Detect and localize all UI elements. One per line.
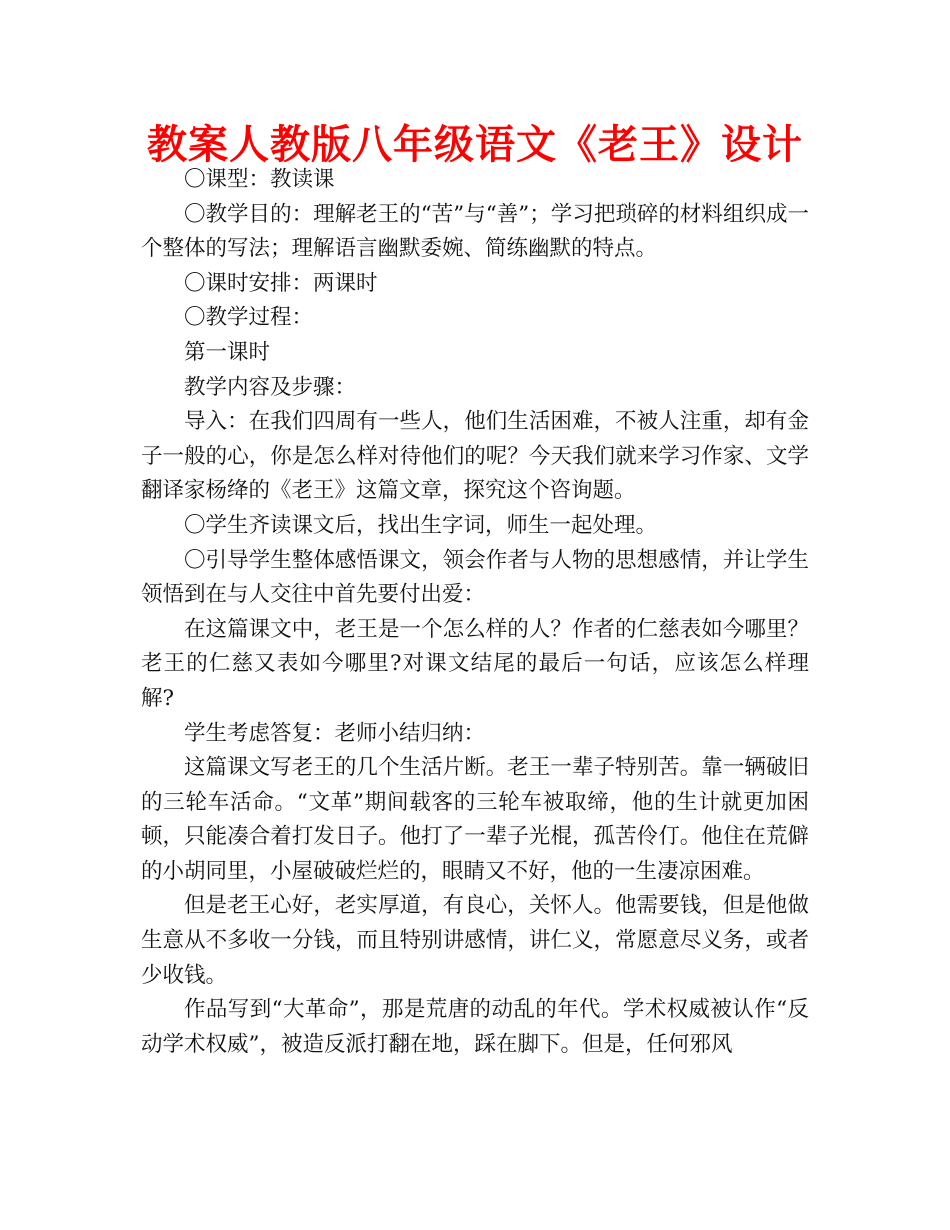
paragraph: 第一课时 (184, 339, 271, 365)
document-title: 教案人教版八年级语文《老王》设计 (147, 122, 803, 168)
paragraph: 作品写到“大革命”，那是荒唐的动乱的年代。学术权威被认作“反动学术权威”，被造反派打翻在地，踩在脚下。但是，任何邪风 (141, 997, 809, 1057)
paragraph: 在这篇课文中，老王是一个怎么样的人？作者的仁慈表如今哪里？老王的仁慈又表如今哪里?对课文结尾的最后一句话，应该怎么样理解? (141, 616, 809, 711)
paragraph: 〇引导学生整体感悟课文，领会作者与人物的思想感情，并让学生领悟到在与人交往中首先要付出爱： (141, 547, 809, 608)
paragraph: 〇课型：教读课 (184, 167, 335, 192)
paragraph: 〇学生齐读课文后，找出生字词，师生一起处理。 (184, 512, 658, 538)
paragraph: 导入：在我们四周有一些人，他们生活困难，不被人注重，却有金子一般的心，你是怎么样对待他们的呢？今天我们就来学习作家、文学翻译家杨绛的《老王》这篇文章，探究这个咨询题。 (141, 409, 809, 504)
document-body (141, 163, 809, 1062)
paragraph: 〇教学目的：理解老王的“苦”与“善”；学习把琐碎的材料组织成一个整体的写法；理解语言幽默委婉、简练幽默的特点。 (141, 201, 809, 262)
paragraph: 教学内容及步骤： (184, 374, 357, 400)
paragraph: 〇教学过程： (184, 305, 314, 331)
paragraph: 学生考虑答复：老师小结归纳： (184, 720, 486, 746)
paragraph: 这篇课文写老王的几个生活片断。老王一辈子特别苦。靠一辆破旧的三轮车活命。“文革”期间载客的三轮车被取缔，他的生计就更加困顿，只能凑合着打发日子。他打了一辈子光棍，孤苦伶仃。他住在荒僻的小胡同里，小屋破破烂烂的，眼睛又不好，他的一生凄凉困难。 (141, 755, 809, 884)
paragraph: 〇课时安排：两课时 (184, 270, 378, 296)
paragraph: 但是老王心好，老实厚道，有良心，关怀人。他需要钱，但是他做生意从不多收一分钱，而且特别讲感情，讲仁义，常愿意尽义务，或者少收钱。 (141, 893, 809, 988)
